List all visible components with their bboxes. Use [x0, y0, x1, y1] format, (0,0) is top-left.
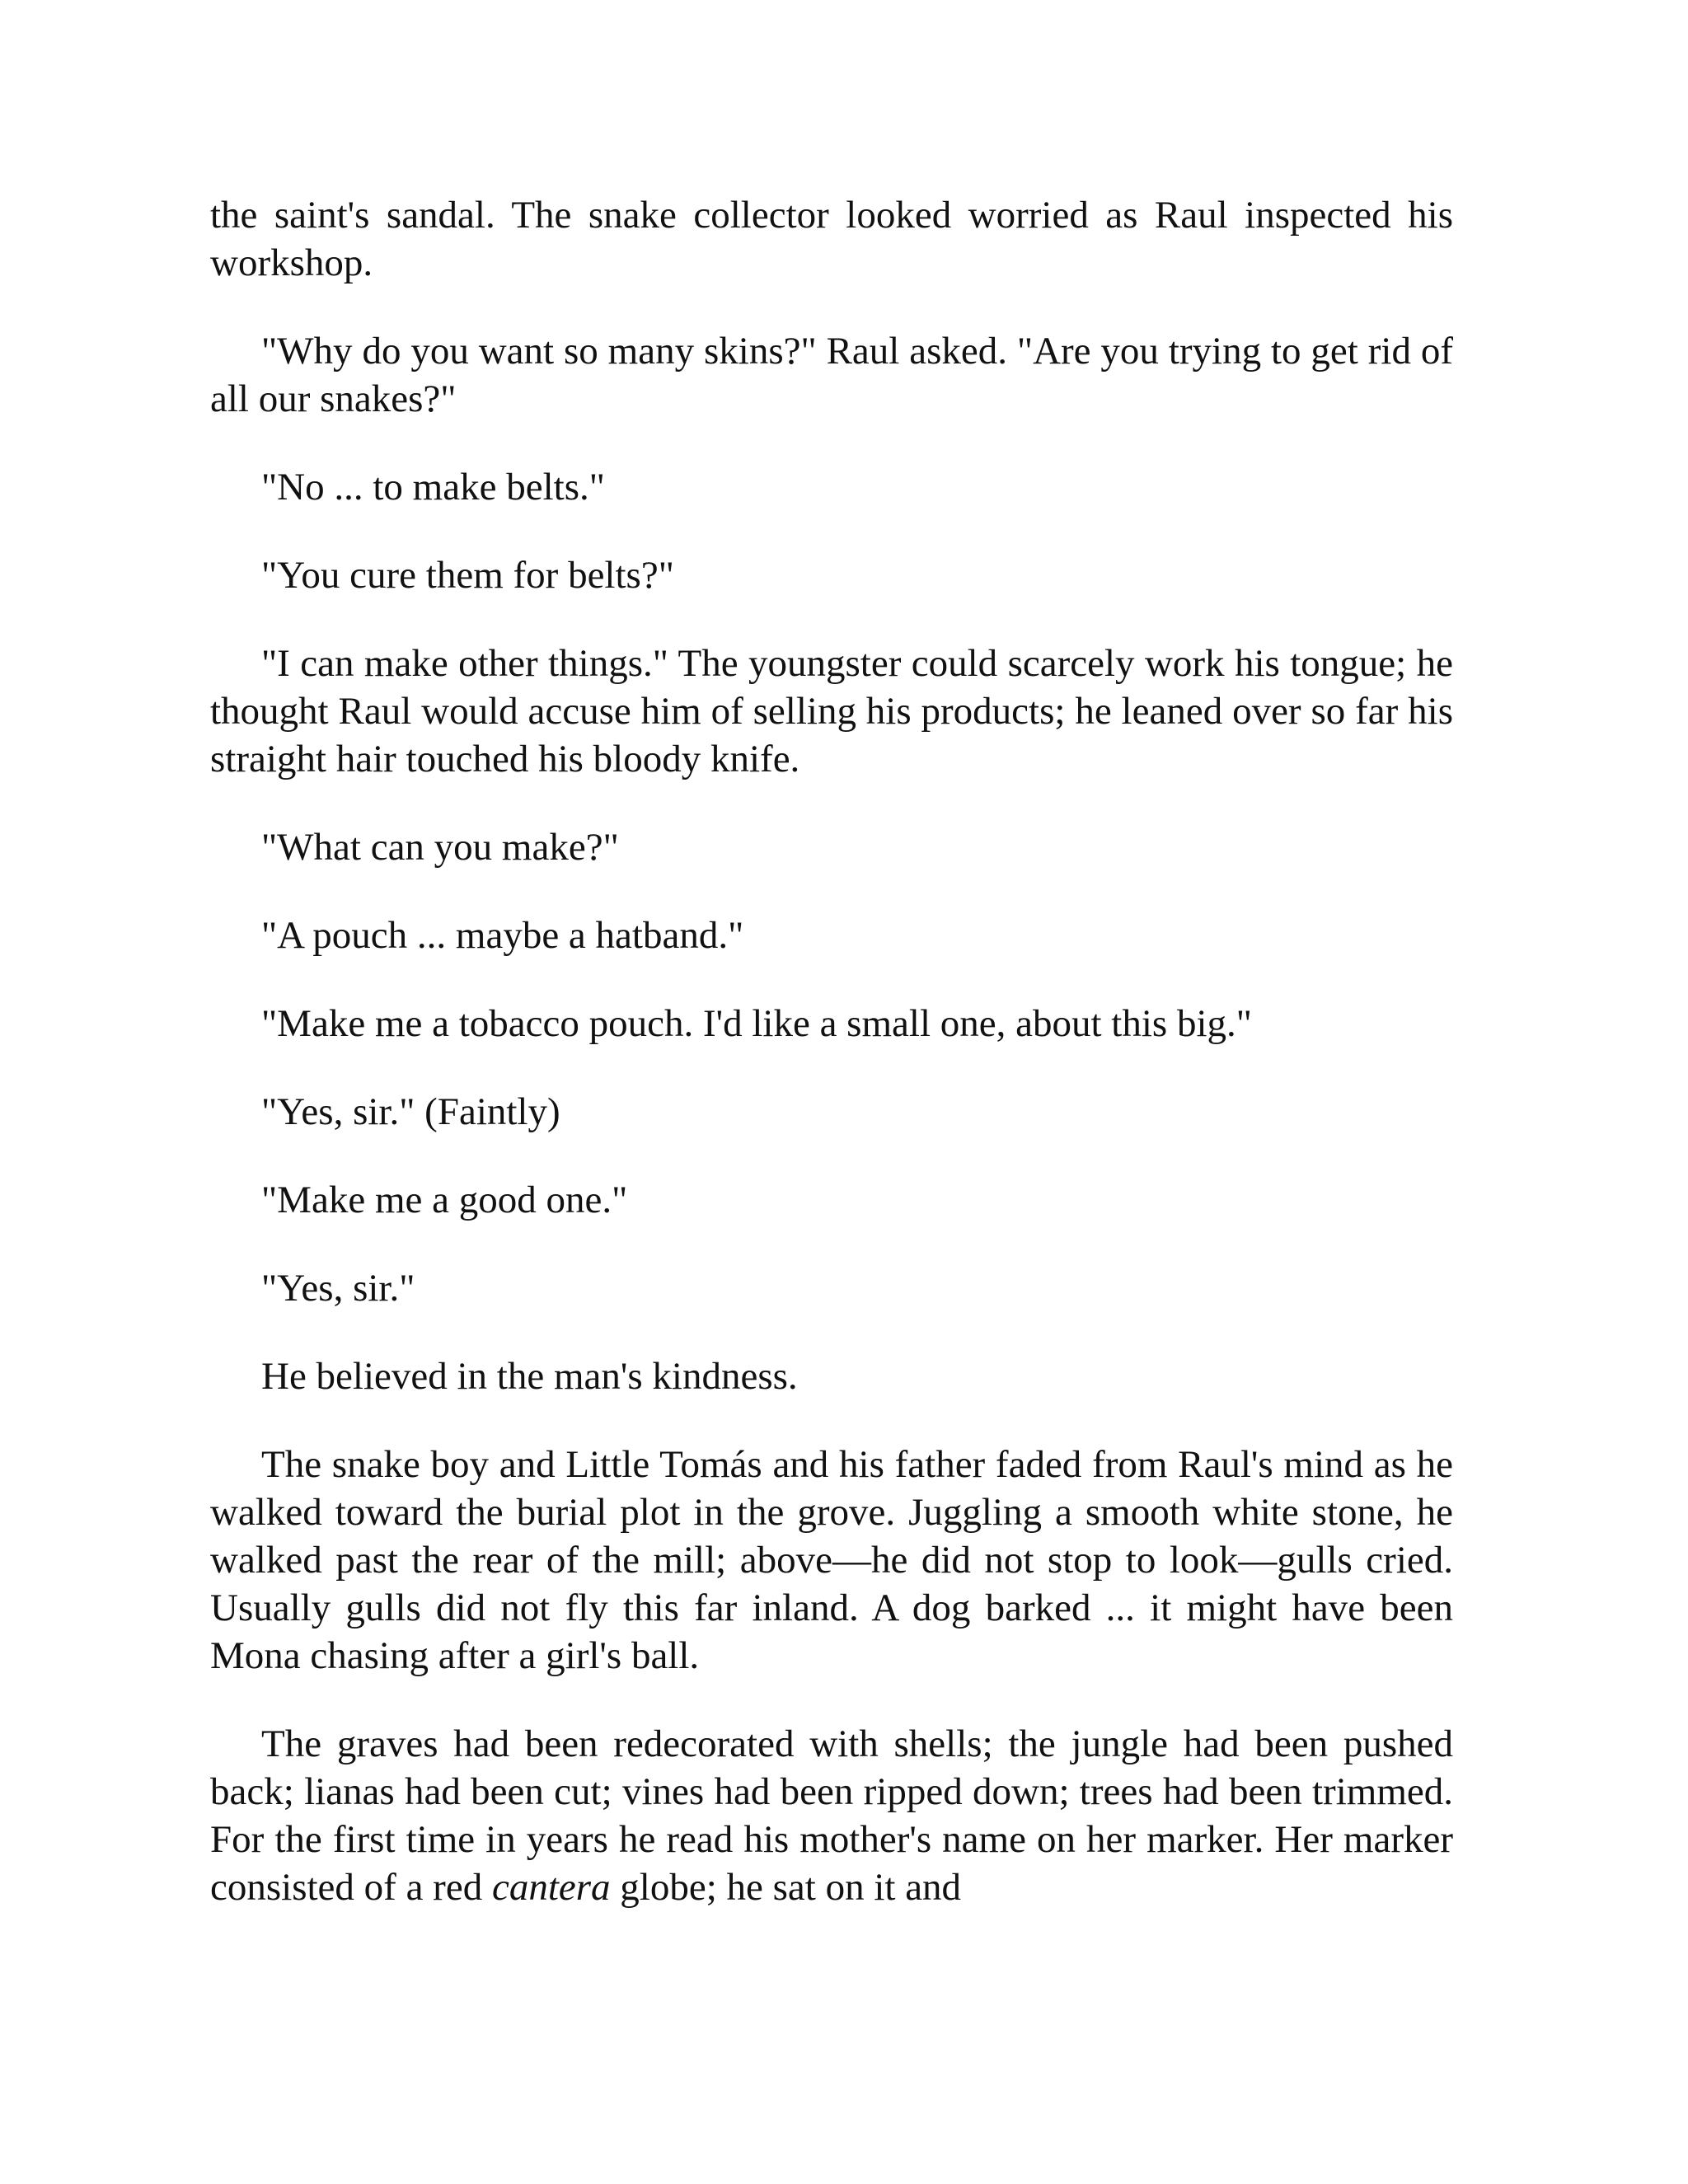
paragraph-2: "Why do you want so many skins?" Raul asked. "Are you trying to get rid of all our snakes?" — [210, 330, 1453, 420]
paragraph-7: "A pouch ... maybe a hatband." — [261, 914, 744, 957]
paragraph-12: He believed in the man's kindness. — [261, 1355, 798, 1398]
paragraph-3: "No ... to make belts." — [261, 466, 605, 509]
paragraph-13: The snake boy and Little Tomás and his father faded from Raul's mind as he walked toward the burial plot in the grove. Juggling a smooth white stone, he walked past the rear of the mill; above—he did not stop to look—gulls cried. Usually gulls did not fly this far inland. A dog barked ... it might have been Mona chasing after a girl's ball. — [210, 1443, 1453, 1677]
book-page — [210, 191, 1453, 1911]
paragraph-6: "What can you make?" — [261, 826, 619, 869]
paragraph-1: the saint's sandal. The snake collector looked worried as Raul inspected his workshop. — [210, 194, 1453, 284]
paragraph-4: "You cure them for belts?" — [261, 554, 674, 597]
paragraph-8: "Make me a tobacco pouch. I'd like a small one, about this big." — [261, 1002, 1252, 1045]
paragraph-14-text-start: The graves had been redecorated with shells; the jungle had been pushed back; lianas had been cut; vines had been ripped down; trees had been trimmed. For the first time in years he read his mother's name on her marker. Her marker consisted of a red — [210, 1722, 1453, 1909]
paragraph-14 — [210, 1720, 1453, 1911]
italic-word-cantera: cantera — [491, 1866, 611, 1909]
paragraph-14-text-end: globe; he sat on it and — [610, 1866, 962, 1909]
paragraph-9: "Yes, sir." (Faintly) — [261, 1090, 560, 1133]
paragraph-11: "Yes, sir." — [261, 1267, 415, 1310]
paragraph-10: "Make me a good one." — [261, 1179, 628, 1221]
paragraph-5: "I can make other things." The youngster could scarcely work his tongue; he thought Raul would accuse him of selling his products; he leaned over so far his straight hair touched his bloody knife. — [210, 642, 1453, 780]
